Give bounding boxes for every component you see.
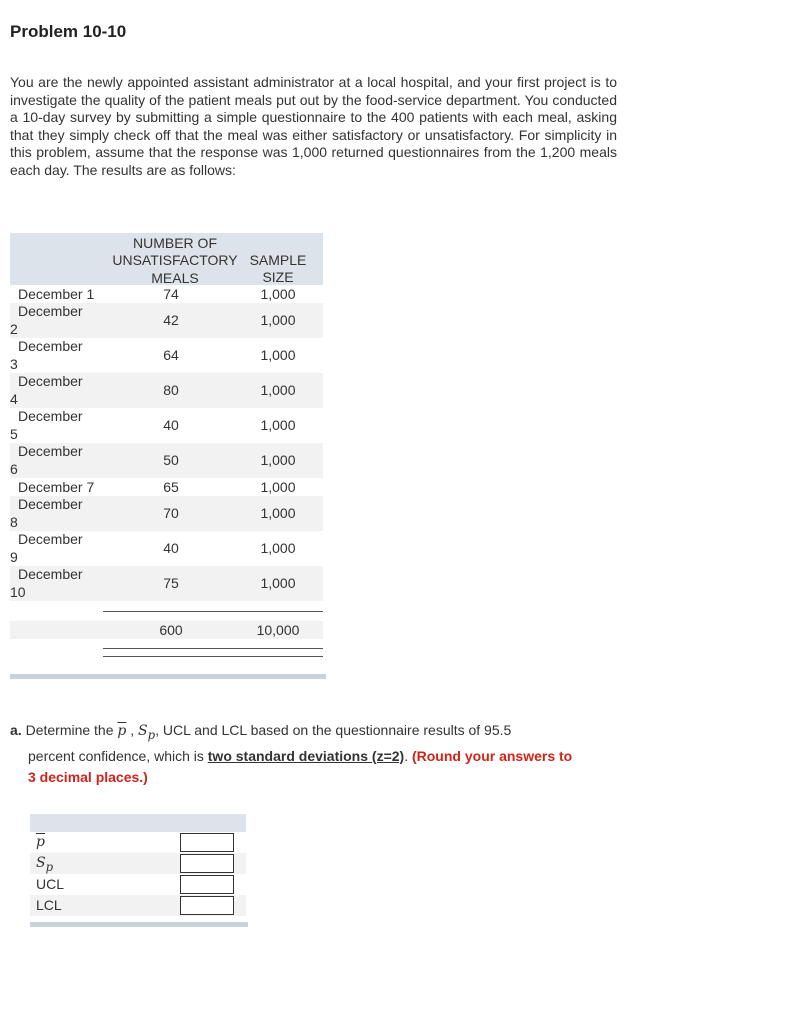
question-a: a. Determine the $\overline{p}$ , $S_p$, UCL and LCL based on the questionnaire results of 95.5 percent confidence, which is two standard deviations (z=2). (Round your answers to 3 decimal places.) xyxy=(10,722,573,785)
pbar-input[interactable] xyxy=(180,833,234,852)
total-rule xyxy=(103,611,323,612)
answer-row-sp: $S_p$ xyxy=(30,853,246,874)
double-rule-bottom xyxy=(103,656,323,657)
table-row: December 10 75 1,000 xyxy=(10,566,323,601)
header-unsatisfactory: NUMBER OF UNSATISFACTORY MEALS xyxy=(112,235,238,286)
table-row: December 9 40 1,000 xyxy=(10,531,296,565)
data-table xyxy=(10,233,323,601)
table-row: December 6 50 1,000 xyxy=(10,443,323,478)
table-row: December 2 42 1,000 xyxy=(10,303,323,338)
answer-row-lcl: LCL xyxy=(30,895,246,916)
ucl-input[interactable] xyxy=(180,875,234,894)
table-row: December 8 70 1,000 xyxy=(10,496,323,531)
answer-table xyxy=(30,814,246,832)
problem-title: Problem 10-10 xyxy=(10,22,127,41)
answer-bottom-bar xyxy=(30,922,248,927)
table-row: December 5 40 1,000 xyxy=(10,408,296,442)
totals-row xyxy=(10,621,323,639)
lcl-input[interactable] xyxy=(180,896,234,915)
table-header xyxy=(10,233,323,285)
problem-intro: You are the newly appointed assistant administrator at a local hospital, and your first project is to investigate the quality of the patient meals put out by the food-service department. You conducted a 10-day survey by submitting a simple questionnaire to the 400 patients with each meal, asking that they simply check off that the meal was either satisfactory or unsatisfactory. For simplicity in this problem, assume that the response was 1,000 returned questionnaires from the 1,200 meals each day. The results are as follows: xyxy=(10,74,617,178)
answer-row-pbar: $\overline{p}$ xyxy=(30,832,246,853)
table-row: December 7 65 1,000 xyxy=(18,479,296,495)
table-bottom-bar xyxy=(10,674,326,679)
total-unsatisfactory: 600 xyxy=(159,622,183,638)
total-sample: 10,000 xyxy=(256,622,300,638)
table-row: December 3 64 1,000 xyxy=(10,338,296,372)
answer-table-header xyxy=(30,814,246,832)
sp-input[interactable] xyxy=(180,854,234,873)
p-bar-symbol: $\overline{p}$ xyxy=(117,723,127,739)
table-row: December 1 74 1,000 xyxy=(18,286,296,302)
table-row: December 4 80 1,000 xyxy=(10,373,323,408)
double-rule-top xyxy=(103,648,323,649)
header-sample-size: SAMPLE SIZE xyxy=(249,252,307,286)
sp-symbol: $S_p$ xyxy=(138,723,156,742)
answer-row-ucl: UCL xyxy=(30,874,246,895)
